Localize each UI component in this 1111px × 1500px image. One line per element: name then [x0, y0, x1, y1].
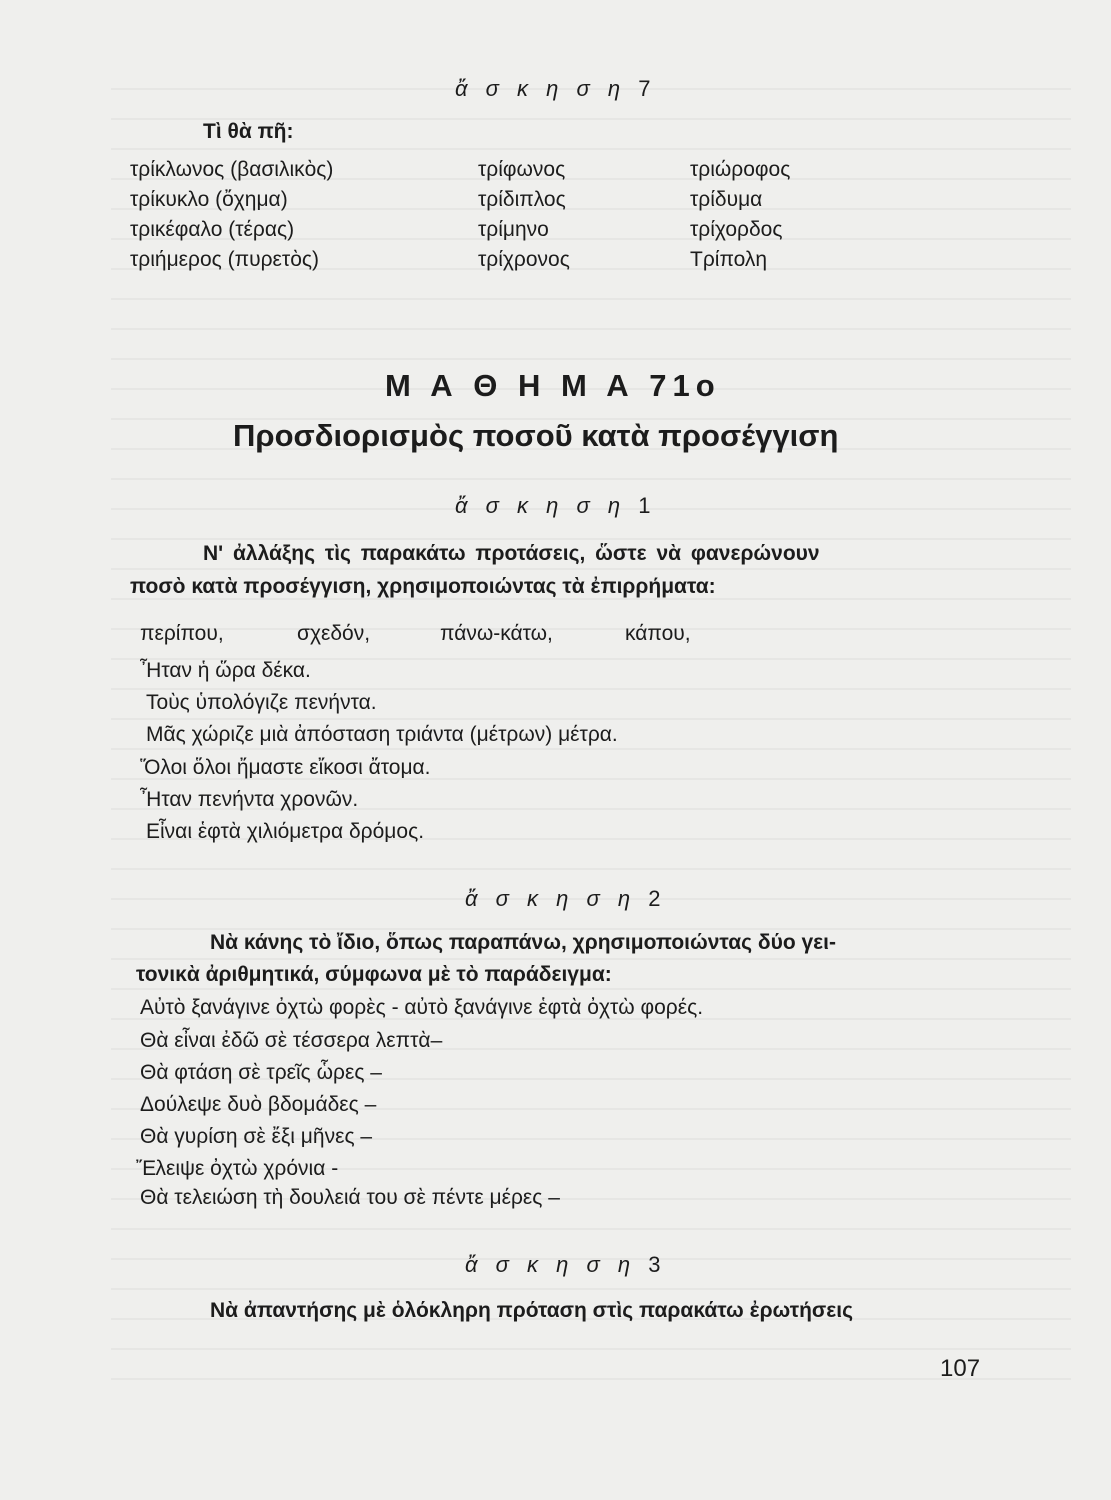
- word-item: τρίμηνο: [478, 218, 549, 241]
- exercise-7-column-2: [478, 155, 570, 275]
- adverb-item: κάπου,: [625, 622, 691, 645]
- lesson-subtitle: Προσδιορισμὸς ποσοῦ κατὰ προσέγγιση: [233, 418, 839, 453]
- sentence-item: Θὰ φτάση σὲ τρεῖς ὧρες –: [140, 1061, 382, 1084]
- exercise-heading-label: ἄ σ κ η σ η: [455, 493, 627, 518]
- word-item: τρικέφαλο (τέρας): [130, 218, 295, 241]
- word-item: τρίφωνος: [478, 158, 566, 181]
- word-item: τρίδιπλος: [478, 188, 566, 211]
- sentence-item: Μᾶς χώριζε μιὰ ἀπόσταση τριάντα (μέτρων) μέτρα.: [146, 723, 618, 746]
- exercise-number: 7: [638, 76, 657, 101]
- exercise-heading-label: ἄ σ κ η σ η: [455, 76, 627, 101]
- adverb-item: σχεδόν,: [297, 622, 371, 645]
- adverb-item: περίπου,: [140, 622, 224, 645]
- exercise-2-instruction-line1: Νὰ κάνης τὸ ἴδιο, ὅπως παραπάνω, χρησιμοποιώντας δύο γει-: [210, 931, 836, 954]
- exercise-1-instruction-line2: ποσὸ κατὰ προσέγγιση, χρησιμοποιώντας τὰ ἐπιρρήματα:: [130, 575, 716, 598]
- sentence-item: Ἔλειψε ὀχτὼ χρόνια -: [136, 1157, 339, 1180]
- sentence-item: Εἶναι ἑφτὰ χιλιόμετρα δρόμος.: [146, 820, 425, 843]
- exercise-number: 1: [638, 493, 657, 518]
- exercise-3-instruction: Νὰ ἀπαντήσης μὲ ὁλόκληρη πρόταση στὶς παρακάτω ἐρωτήσεις: [210, 1299, 854, 1322]
- exercise-7-heading: [455, 76, 656, 102]
- word-item: τριήμερος (πυρετὸς): [130, 248, 319, 271]
- adverb-item: πάνω-κάτω,: [440, 622, 553, 645]
- page-number: 107: [940, 1355, 981, 1382]
- exercise-2-heading: [465, 886, 666, 912]
- exercise-7-column-3: [690, 155, 790, 275]
- word-item: τρίχρονος: [478, 248, 570, 271]
- sentence-item: Ἦταν ἡ ὥρα δέκα.: [140, 659, 311, 682]
- exercise-1-instruction-line1: Ν' ἀλλάξης τὶς παρακάτω προτάσεις, ὥστε νὰ φανερώνουν: [203, 542, 820, 565]
- sentence-item: Θὰ εἶναι ἐδῶ σὲ τέσσερα λεπτὰ–: [140, 1029, 443, 1052]
- exercise-number: 2: [648, 886, 667, 911]
- word-item: τρίχορδος: [690, 218, 783, 241]
- lesson-title: Μ Α Θ Η Μ Α 71ο: [385, 368, 721, 403]
- sentence-item: Ἦταν πενήντα χρονῶν.: [140, 788, 359, 811]
- word-item: τριώροφος: [690, 158, 791, 181]
- sentence-item: Δούλεψε δυὸ βδομάδες –: [140, 1093, 377, 1116]
- word-item: Τρίπολη: [690, 248, 768, 271]
- exercise-heading-label: ἄ σ κ η σ η: [465, 1252, 637, 1277]
- exercise-7-column-1: [130, 155, 333, 275]
- exercise-3-heading: [465, 1252, 666, 1278]
- exercise-7-prompt: Τὶ θὰ πῆ:: [203, 120, 294, 143]
- example-line: Αὐτὸ ξανάγινε ὀχτὼ φορὲς - αὐτὸ ξανάγινε ἑφτὰ ὀχτὼ φορές.: [140, 996, 704, 1019]
- exercise-heading-label: ἄ σ κ η σ η: [465, 886, 637, 911]
- word-item: τρίκλωνος (βασιλικὸς): [130, 158, 334, 181]
- sentence-item: Θὰ γυρίση σὲ ἔξι μῆνες –: [140, 1125, 373, 1148]
- word-item: τρίκυκλο (ὄχημα): [130, 188, 288, 211]
- exercise-number: 3: [648, 1252, 667, 1277]
- sentence-item: Ὅλοι ὅλοι ἤμαστε εἴκοσι ἄτομα.: [140, 756, 431, 779]
- sentence-item: Θὰ τελειώση τὴ δουλειά του σὲ πέντε μέρες –: [140, 1186, 560, 1209]
- exercise-2-instruction-line2: τονικὰ ἀριθμητικά, σύμφωνα μὲ τὸ παράδειγμα:: [136, 963, 612, 986]
- exercise-1-heading: [455, 493, 656, 519]
- word-item: τρίδυμα: [690, 188, 763, 211]
- sentence-item: Τοὺς ὑπολόγιζε πενήντα.: [146, 691, 377, 714]
